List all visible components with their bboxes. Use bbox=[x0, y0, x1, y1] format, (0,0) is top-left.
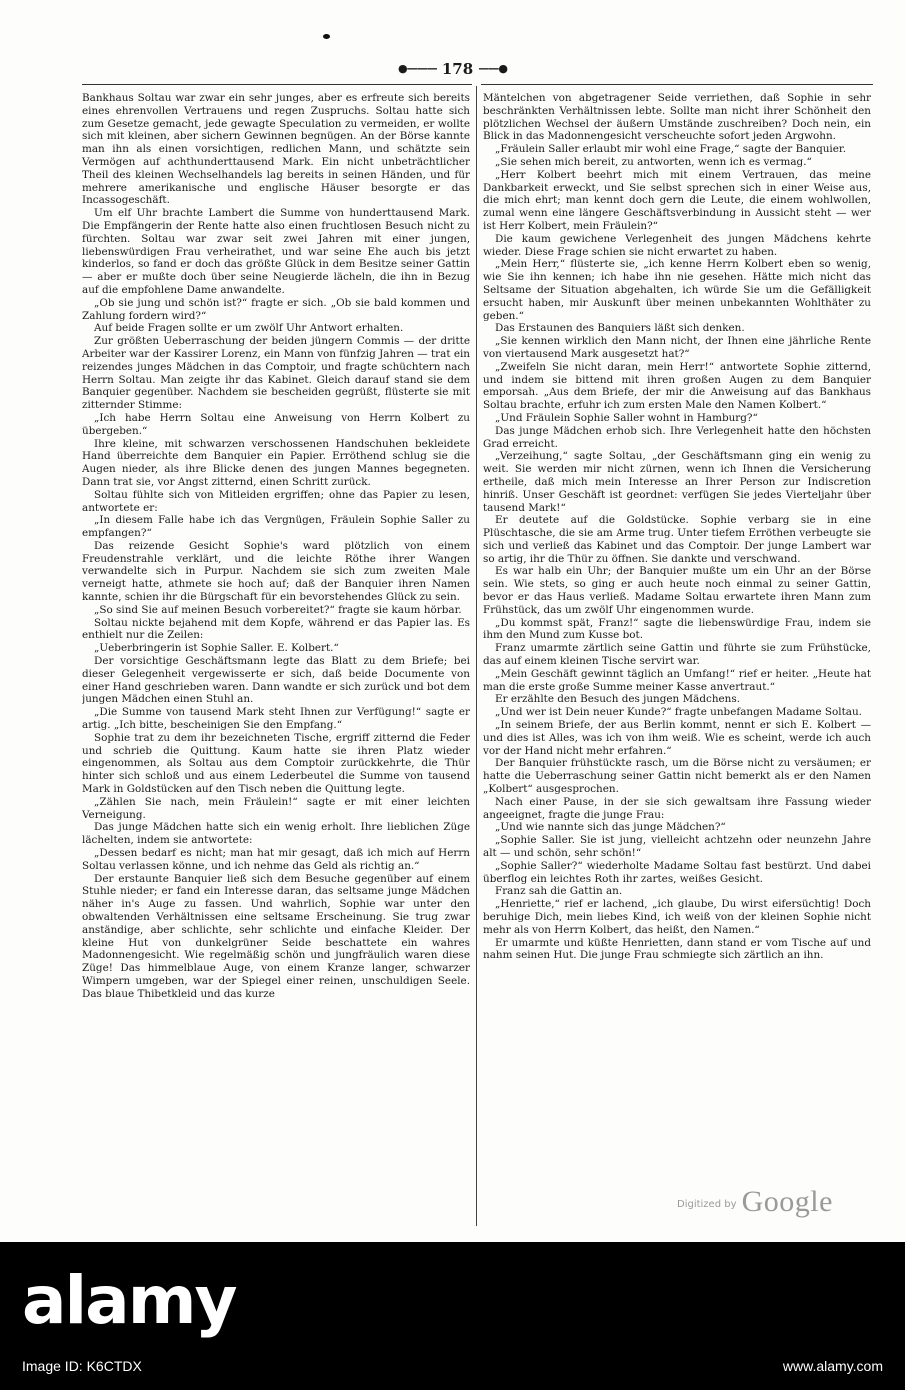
paragraph: „Zählen Sie nach, mein Fräulein!“ sagte er mit einer leichten Verneigung. bbox=[82, 795, 470, 821]
paragraph: Um elf Uhr brachte Lambert die Summe von hunderttausend Mark. Die Empfängerin der Rente hatte also einen fruchtlosen Besuch nicht zu fürchten. Soltau war zwar seit zwei Jahren mit einer jungen, liebenswürdigen Frau verheirathet, und war seine Ehe auch bis jetzt kinderlos, so fand er doch das größte Glück in dem Besitze seiner Gattin — aber er mußte doch über seine Neugierde lächeln, die ihn in Bezug auf die empfohlene Dame anwandelte. bbox=[82, 207, 470, 296]
ink-mark bbox=[323, 34, 330, 39]
paragraph: Sophie trat zu dem ihr bezeichneten Tische, ergriff zitternd die Feder und schrieb die Quittung. Kaum hatte sie ihren Platz wieder eingenommen, als Soltau aus dem Comptoir zurückkehrte, die Thür hinter sich schloß und aus einem Lederbeutel die Summe von tausend Mark in Goldstücken auf den Tisch neben die Quittung legte. bbox=[82, 731, 470, 796]
paragraph: Ihre kleine, mit schwarzen verschossenen Handschuhen bekleidete Hand überreichte dem Banquier ein Papier. Erröthend schlug sie die Augen nieder, als ihre Blicke denen des jungen Mannes begegneten. Dann trat sie, vor Angst zitternd, einen Schritt zurück. bbox=[82, 437, 470, 488]
paragraph: Franz umarmte zärtlich seine Gattin und führte sie zum Frühstücke, das auf einem kleinen Tische servirt war. bbox=[483, 642, 871, 668]
paragraph: Der erstaunte Banquier ließ sich dem Besuche gegenüber auf einem Stuhle nieder; er fand ein Interesse daran, das seltsame junge Mädchen näher in's Auge zu fassen. Und wahrlich, Sophie war unter den obwaltenden Verhältnissen eine seltsame Erscheinung. Sie trug zwar anständige, aber schlichte, sehr schlichte und einfache Kleider. Der kleine Hut von dunkelgrüner Seide beschattete ein wahres Madonnengesicht. Wie regelmäßig schön und jungfräulich waren diese Züge! Das himmelblaue Auge, von einem Kranze langer, schwarzer Wimpern umgeben, war der Spiegel einer reinen, unschuldigen Seele. Das blaue Thibetkleid und das kurze bbox=[82, 872, 470, 1000]
header-rule-left bbox=[82, 84, 472, 85]
paragraph: „Ich habe Herrn Soltau eine Anweisung von Herrn Kolbert zu übergeben.“ bbox=[82, 411, 470, 437]
digitized-watermark bbox=[677, 1185, 833, 1225]
paragraph: Das Erstaunen des Banquiers läßt sich denken. bbox=[495, 322, 745, 335]
paragraph: „In seinem Briefe, der aus Berlin kommt, nennt er sich E. Kolbert — und dies ist Alles, was ich von ihm weiß. Wie es scheint, werde ich auch vor der Hand nicht mehr erfahren.“ bbox=[483, 719, 871, 757]
paragraph: „Sie kennen wirklich den Mann nicht, der Ihnen eine jährliche Rente von viertausend Mark ausgesetzt hat?“ bbox=[483, 335, 871, 360]
paragraph: Das reizende Gesicht Sophie's ward plötzlich von einem Freudenstrahle verklärt, und die leichte Röthe ihrer Wangen verwandelte sich in Purpur. Nachdem sie sich zum zweiten Male verneigt hatte, athmete sie hoch auf; daß der Banquier ihren Namen kannte, schien ihr die Bürgschaft für ein bevorstehendes Glück zu sein. bbox=[82, 539, 470, 604]
paragraph: „Dessen bedarf es nicht; man hat mir gesagt, daß ich mich auf Herrn Soltau verlassen könne, und ich nehme das Geld als richtig an.“ bbox=[82, 847, 470, 872]
paragraph: Nach einer Pause, in der sie sich gewaltsam ihre Fassung wieder angeeignet, fragte die junge Frau: bbox=[483, 795, 871, 821]
paragraph: „Fräulein Saller erlaubt mir wohl eine Frage,“ sagte der Banquier. bbox=[495, 143, 847, 156]
page-header bbox=[0, 60, 905, 78]
paragraph: Er deutete auf die Goldstücke. Sophie verbarg sie in eine Plüschtasche, die sie am Arme trug. Unter tiefem Erröthen verbeugte sie sich und verließ das Kabinet und das Comptoir. Der junge Lambert war so artig, ihr die Thür zu öffnen. Sie dankte und verschwand. bbox=[483, 514, 871, 565]
paragraph: Franz sah die Gattin an. bbox=[495, 885, 623, 898]
paragraph: „Henriette,“ rief er lachend, „ich glaube, Du wirst eifersüchtig! Doch beruhige Dich, mein liebes Kind, ich weiß von der kleinen Sophie nicht mehr als von Herrn Kolbert, das heißt, den Namen.“ bbox=[483, 898, 871, 936]
paragraph: „Mein Herr,“ flüsterte sie, „ich kenne Herrn Kolbert eben so wenig, wie Sie ihn kennen; ich habe ihn nie gesehen. Hätte mich nicht das Seltsame der Situation abgehalten, ich würde Sie um die Gefälligkeit ersucht haben, mir Auskunft über meinen unbekannten Wohlthäter zu geben.“ bbox=[483, 258, 871, 322]
text-column-left bbox=[82, 92, 470, 1222]
ornament-left: ●——— bbox=[398, 62, 437, 75]
paragraph: „Die Summe von tausend Mark steht Ihnen zur Verfügung!“ sagte er artig. „Ich bitte, bescheinigen Sie den Empfang.“ bbox=[82, 706, 470, 732]
paragraph: Es war halb ein Uhr; der Banquier mußte um ein Uhr an der Börse sein. Wie stets, so ging er auch heute noch einmal zu seiner Gattin, bevor er das Haus verließ. Madame Soltau erwartete ihren Mann zum Frühstück, das um zwölf Uhr eingenommen wurde. bbox=[483, 565, 871, 616]
paragraph: Das junge Mädchen erhob sich. Ihre Verlegenheit hatte den höchsten Grad erreicht. bbox=[483, 424, 871, 450]
column-divider bbox=[476, 86, 477, 1226]
paragraph: Der Banquier frühstückte rasch, um die Börse nicht zu versäumen; er hatte die Ueberraschung seiner Gattin nicht bemerkt als er den Namen „Kolbert“ ausgesprochen. bbox=[483, 757, 871, 796]
paragraph: „Ob sie jung und schön ist?“ fragte er sich. „Ob sie bald kommen und Zahlung fordern wird?“ bbox=[82, 296, 470, 322]
paragraph: „In diesem Falle habe ich das Vergnügen, Fräulein Sophie Saller zu empfangen?“ bbox=[82, 514, 470, 540]
text-column-right bbox=[483, 92, 871, 1222]
watermark-small: Digitized by bbox=[677, 1199, 737, 1210]
alamy-logo: alamy bbox=[22, 1262, 236, 1339]
paragraph: „So sind Sie auf meinen Besuch vorbereitet?“ fragte sie kaum hörbar. bbox=[94, 603, 462, 616]
paragraph: „Herr Kolbert beehrt mich mit einem Vertrauen, das meine Dankbarkeit erweckt, und Sie selbst sprechen sich in einer Weise aus, die mich ehrt; man kennt doch gern die Leute, die einem wohlwollen, zumal wenn eine längere Geschäftsverbindung in Aussicht steht — wer ist Herr Kolbert, mein Fräulein?“ bbox=[483, 168, 871, 232]
paragraph: Bankhaus Soltau war zwar ein sehr junges, aber es erfreute sich bereits eines ehrenvollen Vertrauens und regen Zuspruchs. Soltau hatte sich zum Gesetze gemacht, jede gewagte Speculation zu vermeiden, er wollte sich mit kleinen, aber sichern Gewinnen begnügen. An der Börse kannte man ihn als einen vorsichtigen, redlichen Mann, und schätzte sein Vermögen auf achthunderttausend Mark. Ein nicht unbeträchtlicher Theil des kleinen Wechselhandels lag bereits in seinen Händen, und für mehrere amerikanische und englische Häuser besorgte er das Incassogeschäft. bbox=[82, 92, 470, 207]
paragraph: Das junge Mädchen hatte sich ein wenig erholt. Ihre lieblichen Züge lächelten, indem sie antwortete: bbox=[82, 821, 470, 847]
paragraph: Auf beide Fragen sollte er um zwölf Uhr Antwort erhalten. bbox=[94, 322, 404, 335]
paragraph: „Und Fräulein Sophie Saller wohnt in Hamburg?“ bbox=[495, 411, 758, 424]
paragraph: „Zweifeln Sie nicht daran, mein Herr!“ antwortete Sophie zitternd, und indem sie bittend mit ihren großen Augen zu dem Banquier emporsah. „Aus dem Briefe, der mir die Anweisung auf das Bankhaus Soltau brachte, erfuhr ich zum ersten Male den Namen Kolbert.“ bbox=[483, 360, 871, 412]
paragraph: Soltau nickte bejahend mit dem Kopfe, während er das Papier las. Es enthielt nur die Zeilen: bbox=[82, 616, 470, 642]
paragraph: „Sie sehen mich bereit, zu antworten, wenn ich es vermag.“ bbox=[495, 155, 812, 168]
paragraph: „Und wie nannte sich das junge Mädchen?“ bbox=[495, 821, 726, 834]
paragraph: Er erzählte den Besuch des jungen Mädchens. bbox=[495, 693, 741, 706]
paragraph: Er umarmte und küßte Henrietten, dann stand er vom Tische auf und nahm seinen Hut. Die junge Frau schmiegte sich zärtlich an ihn. bbox=[483, 936, 871, 962]
paragraph: „Sophie Saller?“ wiederholte Madame Soltau fast bestürzt. Und dabei überflog ein leichtes Roth ihr zartes, weißes Gesicht. bbox=[483, 859, 871, 885]
page-number: 178 bbox=[441, 60, 474, 78]
paragraph: Die kaum gewichene Verlegenheit des jungen Mädchens kehrte wieder. Diese Frage schien sie nicht erwartet zu haben. bbox=[483, 232, 871, 258]
paragraph: „Und wer ist Dein neuer Kunde?“ fragte unbefangen Madame Soltau. bbox=[495, 706, 862, 719]
header-rule-right bbox=[481, 84, 873, 85]
paragraph: Soltau fühlte sich von Mitleiden ergriffen; ohne das Papier zu lesen, antwortete er: bbox=[82, 488, 470, 514]
watermark-google: Google bbox=[741, 1185, 833, 1218]
paragraph: Zur größten Ueberraschung der beiden jüngern Commis — der dritte Arbeiter war der Kassirer Lorenz, ein Mann von fünfzig Jahren — trat ein reizendes junges Mädchen in das Comptoir, und fragte schüchtern nach Herrn Soltau. Man zeigte ihr das Kabinet. Gleich darauf stand sie dem Banquier gegenüber. Nachdem sie bescheiden gegrüßt, flüsterte sie mit zitternder Stimme: bbox=[82, 335, 470, 412]
paragraph: „Mein Geschäft gewinnt täglich an Umfang!“ rief er heiter. „Heute hat man die erste große Summe meiner Kasse anvertraut.“ bbox=[483, 667, 871, 693]
paragraph: „Verzeihung,“ sagte Soltau, „der Geschäftsmann ging ein wenig zu weit. Sie werden mir nicht zürnen, wenn ich Ihnen die Versicherung ertheile, daß mich mein Interesse an Ihrer Person zur Indiscretion hinriß. Unser Geschäft ist geordnet: verfügen Sie jedes Vierteljahr über tausend Mark!“ bbox=[483, 450, 871, 514]
paragraph: „Du kommst spät, Franz!“ sagte die liebenswürdige Frau, indem sie ihm den Mund zum Kusse bot. bbox=[483, 616, 871, 642]
ornament-right: ——● bbox=[478, 62, 507, 75]
image-id: Image ID: K6CTDX bbox=[22, 1358, 142, 1374]
site-url: www.alamy.com bbox=[782, 1358, 883, 1374]
paragraph: „Sophie Saller. Sie ist jung, vielleicht achtzehn oder neunzehn Jahre alt — und schön, sehr schön!“ bbox=[483, 834, 871, 860]
paragraph: Mäntelchen von abgetragener Seide verriethen, daß Sophie in sehr beschränkten Verhältnissen lebte. Sollte man nicht ihrer Schönheit den plötzlichen Wechsel der äußern Umstände zuschreiben? Doch nein, ein Blick in das Madonnengesicht verscheuchte sofort jeden Argwohn. bbox=[483, 92, 871, 143]
paragraph: Der vorsichtige Geschäftsmann legte das Blatt zu dem Briefe; bei dieser Gelegenheit vergewisserte er sich, daß beide Documente von einer Hand geschrieben waren. Dann wandte er sich zurück und bot dem jungen Mädchen einen Stuhl an. bbox=[82, 655, 470, 706]
paragraph: „Ueberbringerin ist Sophie Saller. E. Kolbert.“ bbox=[94, 642, 339, 655]
